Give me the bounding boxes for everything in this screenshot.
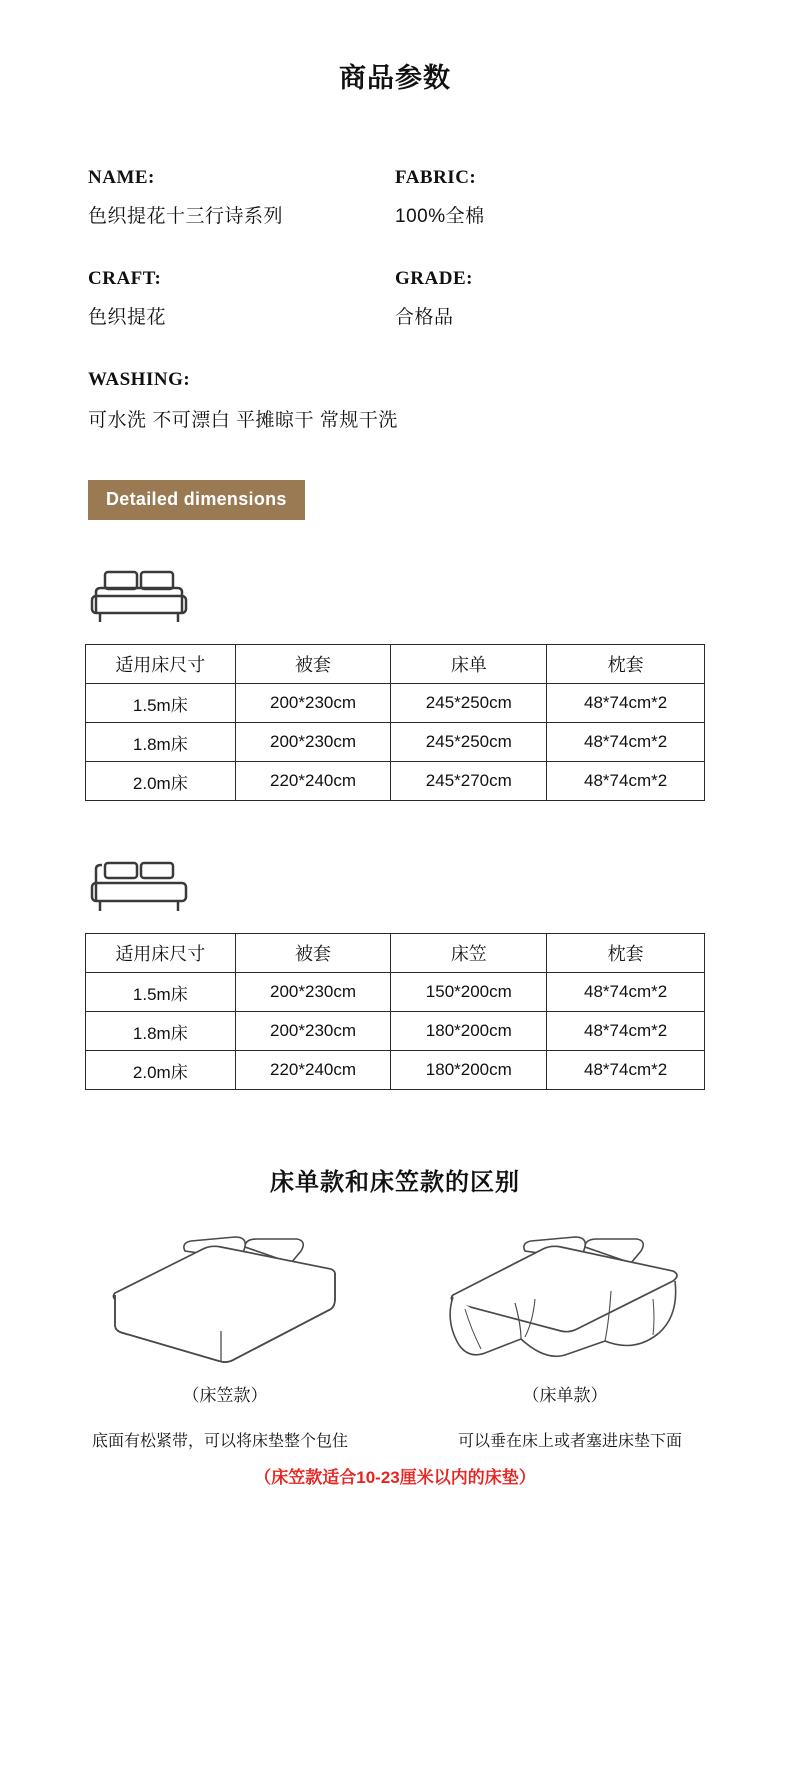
spec-item-name <box>88 167 395 228</box>
spec-label: NAME: <box>88 167 155 188</box>
table-header-row <box>86 645 705 684</box>
bed-icon-2-wrap <box>0 857 790 919</box>
table-cell: 180*200cm <box>391 1012 547 1051</box>
table-cell: 2.0m床 <box>86 762 236 801</box>
table-cell: 1.8m床 <box>86 723 236 762</box>
spec-item-washing <box>88 369 702 432</box>
spec-value: 100%全棉 <box>395 206 485 227</box>
table-row <box>86 1051 705 1090</box>
table-header-cell: 被套 <box>235 645 391 684</box>
table-cell: 1.5m床 <box>86 973 236 1012</box>
compare-section-title: 床单款和床笠款的区别 <box>270 1169 520 1196</box>
table-cell: 245*250cm <box>391 723 547 762</box>
table-header-cell: 床单 <box>391 645 547 684</box>
table-cell: 180*200cm <box>391 1051 547 1090</box>
table-cell: 48*74cm*2 <box>547 1051 705 1090</box>
spec-label: CRAFT: <box>88 268 162 289</box>
spec-value: 合格品 <box>395 307 454 328</box>
table-cell: 200*230cm <box>235 723 391 762</box>
spec-row <box>88 167 702 228</box>
table-row <box>86 1012 705 1051</box>
spec-value: 色织提花十三行诗系列 <box>88 206 284 227</box>
table-cell: 220*240cm <box>235 1051 391 1090</box>
spec-item-fabric <box>395 167 702 228</box>
table-cell: 245*250cm <box>391 684 547 723</box>
table-cell: 48*74cm*2 <box>547 684 705 723</box>
table-cell: 245*270cm <box>391 762 547 801</box>
spec-label: GRADE: <box>395 268 473 289</box>
table-cell: 200*230cm <box>235 1012 391 1051</box>
table-cell: 150*200cm <box>391 973 547 1012</box>
fitted-sheet-warning-note: （床笠款适合10-23厘米以内的床垫） <box>254 1468 536 1487</box>
table-header-cell: 适用床尺寸 <box>86 934 236 973</box>
spec-value: 可水洗 不可漂白 平摊晾干 常规干洗 <box>88 410 398 431</box>
spec-item-craft <box>88 268 395 329</box>
table-cell: 1.5m床 <box>86 684 236 723</box>
table-header-cell: 床笠 <box>391 934 547 973</box>
table-cell: 1.8m床 <box>86 1012 236 1051</box>
table-header-cell: 枕套 <box>547 645 705 684</box>
compare-note: 底面有松紧带，可以将床垫整个包住 <box>91 1433 348 1450</box>
spec-row <box>88 268 702 329</box>
table-header-cell: 适用床尺寸 <box>86 645 236 684</box>
table-cell: 200*230cm <box>235 973 391 1012</box>
table-cell: 220*240cm <box>235 762 391 801</box>
compare-notes <box>0 1428 790 1451</box>
spec-label: FABRIC: <box>395 167 477 188</box>
table-row <box>86 973 705 1012</box>
table-header-cell: 枕套 <box>547 934 705 973</box>
table-cell: 48*74cm*2 <box>547 723 705 762</box>
spec-block <box>0 167 790 432</box>
spec-label: WASHING: <box>88 369 191 390</box>
table-row <box>86 684 705 723</box>
compare-item-fitted <box>85 1225 365 1406</box>
spec-item-grade <box>395 268 702 329</box>
dimensions-table-2 <box>85 933 705 1090</box>
table-row <box>86 723 705 762</box>
compare-caption: （床笠款） <box>182 1386 268 1405</box>
badge-wrap <box>0 480 790 520</box>
table-cell: 48*74cm*2 <box>547 973 705 1012</box>
compare-item-flat <box>425 1225 705 1406</box>
bed-icon <box>88 857 196 915</box>
table-header-cell: 被套 <box>235 934 391 973</box>
table-cell: 48*74cm*2 <box>547 762 705 801</box>
detailed-dimensions-badge: Detailed dimensions <box>88 480 305 520</box>
page-title: 商品参数 <box>339 63 451 93</box>
table-header-row <box>86 934 705 973</box>
table-row <box>86 762 705 801</box>
compare-illustrations <box>0 1225 790 1406</box>
dimensions-table-1 <box>85 644 705 801</box>
table-cell: 2.0m床 <box>86 1051 236 1090</box>
bed-icon <box>88 568 196 626</box>
compare-note: 可以垂在床上或者塞进床垫下面 <box>457 1433 682 1450</box>
fitted-sheet-bed-icon <box>85 1225 365 1375</box>
flat-sheet-bed-icon <box>425 1225 705 1375</box>
compare-caption: （床单款） <box>522 1386 608 1405</box>
bed-icon-1-wrap <box>0 568 790 630</box>
spec-value: 色织提花 <box>88 307 167 328</box>
table-cell: 48*74cm*2 <box>547 1012 705 1051</box>
table-cell: 200*230cm <box>235 684 391 723</box>
